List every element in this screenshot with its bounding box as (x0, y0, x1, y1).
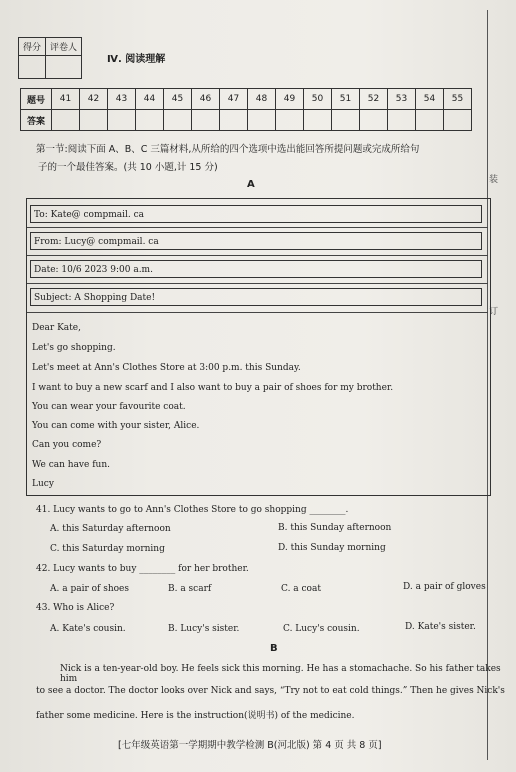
question-43-option-b[interactable]: B. Lucy's sister. (168, 624, 240, 634)
score-box (18, 37, 82, 79)
score-cell[interactable] (19, 56, 46, 79)
question-number-cell: 41 (52, 89, 80, 110)
email-body-line: Let's meet at Ann's Clothes Store at 3:00 p.m. this Sunday. (32, 363, 301, 373)
instruction-line: 子的一个最佳答案。(共 10 小题,计 15 分) (38, 162, 218, 173)
answer-cell[interactable] (52, 110, 80, 131)
email-body-line: Dear Kate, (32, 323, 81, 333)
answer-cell[interactable] (304, 110, 332, 131)
grader-cell[interactable] (46, 56, 82, 79)
email-body-line: Can you come? (32, 440, 102, 450)
question-42-option-d[interactable]: D. a pair of gloves (403, 582, 486, 592)
answer-cell[interactable] (444, 110, 472, 131)
question-number-cell: 48 (248, 89, 276, 110)
answer-cell[interactable] (388, 110, 416, 131)
section-title: Ⅳ. 阅读理解 (107, 54, 166, 65)
passage-b-line: father some medicine. Here is the instruction(说明书) of the medicine. (36, 711, 355, 721)
question-number-cell: 55 (444, 89, 472, 110)
answer-label: 答案 (21, 110, 52, 131)
question-number-cell: 46 (192, 89, 220, 110)
question-41-option-d[interactable]: D. this Sunday morning (278, 543, 386, 553)
question-42-option-b[interactable]: B. a scarf (168, 584, 212, 594)
question-number-cell: 49 (276, 89, 304, 110)
grader-label: 评卷人 (46, 38, 82, 56)
email-to-field: To: Kate@ compmail. ca (30, 205, 482, 223)
question-43-stem: 43. Who is Alice? (36, 603, 115, 613)
passage-b-line: Nick is a ten-year-old boy. He feels sick this morning. He has a stomachache. So his father takes him (60, 664, 501, 684)
question-number-cell: 47 (220, 89, 248, 110)
passage-b-label: B (270, 643, 278, 654)
answer-cell[interactable] (276, 110, 304, 131)
question-number-cell: 51 (332, 89, 360, 110)
instruction-line: 第一节:阅读下面 A、B、C 三篇材料,从所给的四个选项中选出能回答所提问题或完成所给句 (36, 144, 420, 155)
answer-cell[interactable] (248, 110, 276, 131)
answer-cell[interactable] (360, 110, 388, 131)
question-41-stem: 41. Lucy wants to go to Ann's Clothes Store to go shopping ________. (36, 505, 349, 515)
answer-cell[interactable] (332, 110, 360, 131)
question-42-option-c[interactable]: C. a coat (281, 584, 321, 594)
divider (27, 227, 488, 228)
question-41-option-a[interactable]: A. this Saturday afternoon (50, 524, 171, 534)
page-footer: [七年级英语第一学期期中教学检测 B(河北版) 第 4 页 共 8 页] (118, 740, 382, 751)
answer-cell[interactable] (136, 110, 164, 131)
email-date-field: Date: 10/6 2023 9:00 a.m. (30, 260, 482, 278)
binding-mark: 订 (489, 307, 499, 317)
question-number-cell: 53 (388, 89, 416, 110)
score-label: 得分 (19, 38, 46, 56)
question-43-option-c[interactable]: C. Lucy's cousin. (283, 624, 360, 634)
answer-cell[interactable] (80, 110, 108, 131)
email-body-line: You can come with your sister, Alice. (32, 421, 200, 431)
passage-a-label: A (247, 179, 255, 190)
answer-table (20, 88, 472, 131)
question-43-option-d[interactable]: D. Kate's sister. (405, 622, 476, 632)
question-43-option-a[interactable]: A. Kate's cousin. (50, 624, 126, 634)
email-body-line: You can wear your favourite coat. (32, 402, 186, 412)
divider (27, 283, 488, 284)
question-41-option-b[interactable]: B. this Sunday afternoon (278, 523, 392, 533)
question-number-cell: 44 (136, 89, 164, 110)
answer-cell[interactable] (416, 110, 444, 131)
answer-cell[interactable] (192, 110, 220, 131)
email-body-line: I want to buy a new scarf and I also want to buy a pair of shoes for my brother. (32, 383, 394, 393)
question-number-cell: 50 (304, 89, 332, 110)
question-number-cell: 54 (416, 89, 444, 110)
question-number-label: 题号 (21, 89, 52, 110)
email-subject-field: Subject: A Shopping Date! (30, 288, 482, 306)
divider (27, 312, 488, 313)
email-signature: Lucy (32, 479, 54, 489)
question-number-cell: 42 (80, 89, 108, 110)
answer-cell[interactable] (108, 110, 136, 131)
answer-cell[interactable] (220, 110, 248, 131)
passage-b-line: to see a doctor. The doctor looks over Nick and says, “Try not to eat cold things.” Then he gives Nick's (36, 686, 505, 696)
email-from-field: From: Lucy@ compmail. ca (30, 232, 482, 250)
question-number-cell: 45 (164, 89, 192, 110)
question-42-stem: 42. Lucy wants to buy ________ for her brother. (36, 564, 249, 574)
email-body-line: Let's go shopping. (32, 343, 116, 353)
question-number-cell: 52 (360, 89, 388, 110)
question-number-cell: 43 (108, 89, 136, 110)
email-body-line: We can have fun. (32, 460, 110, 470)
binding-mark: 装 (489, 175, 499, 185)
question-42-option-a[interactable]: A. a pair of shoes (50, 584, 130, 594)
divider (27, 255, 488, 256)
answer-cell[interactable] (164, 110, 192, 131)
question-41-option-c[interactable]: C. this Saturday morning (50, 544, 165, 554)
